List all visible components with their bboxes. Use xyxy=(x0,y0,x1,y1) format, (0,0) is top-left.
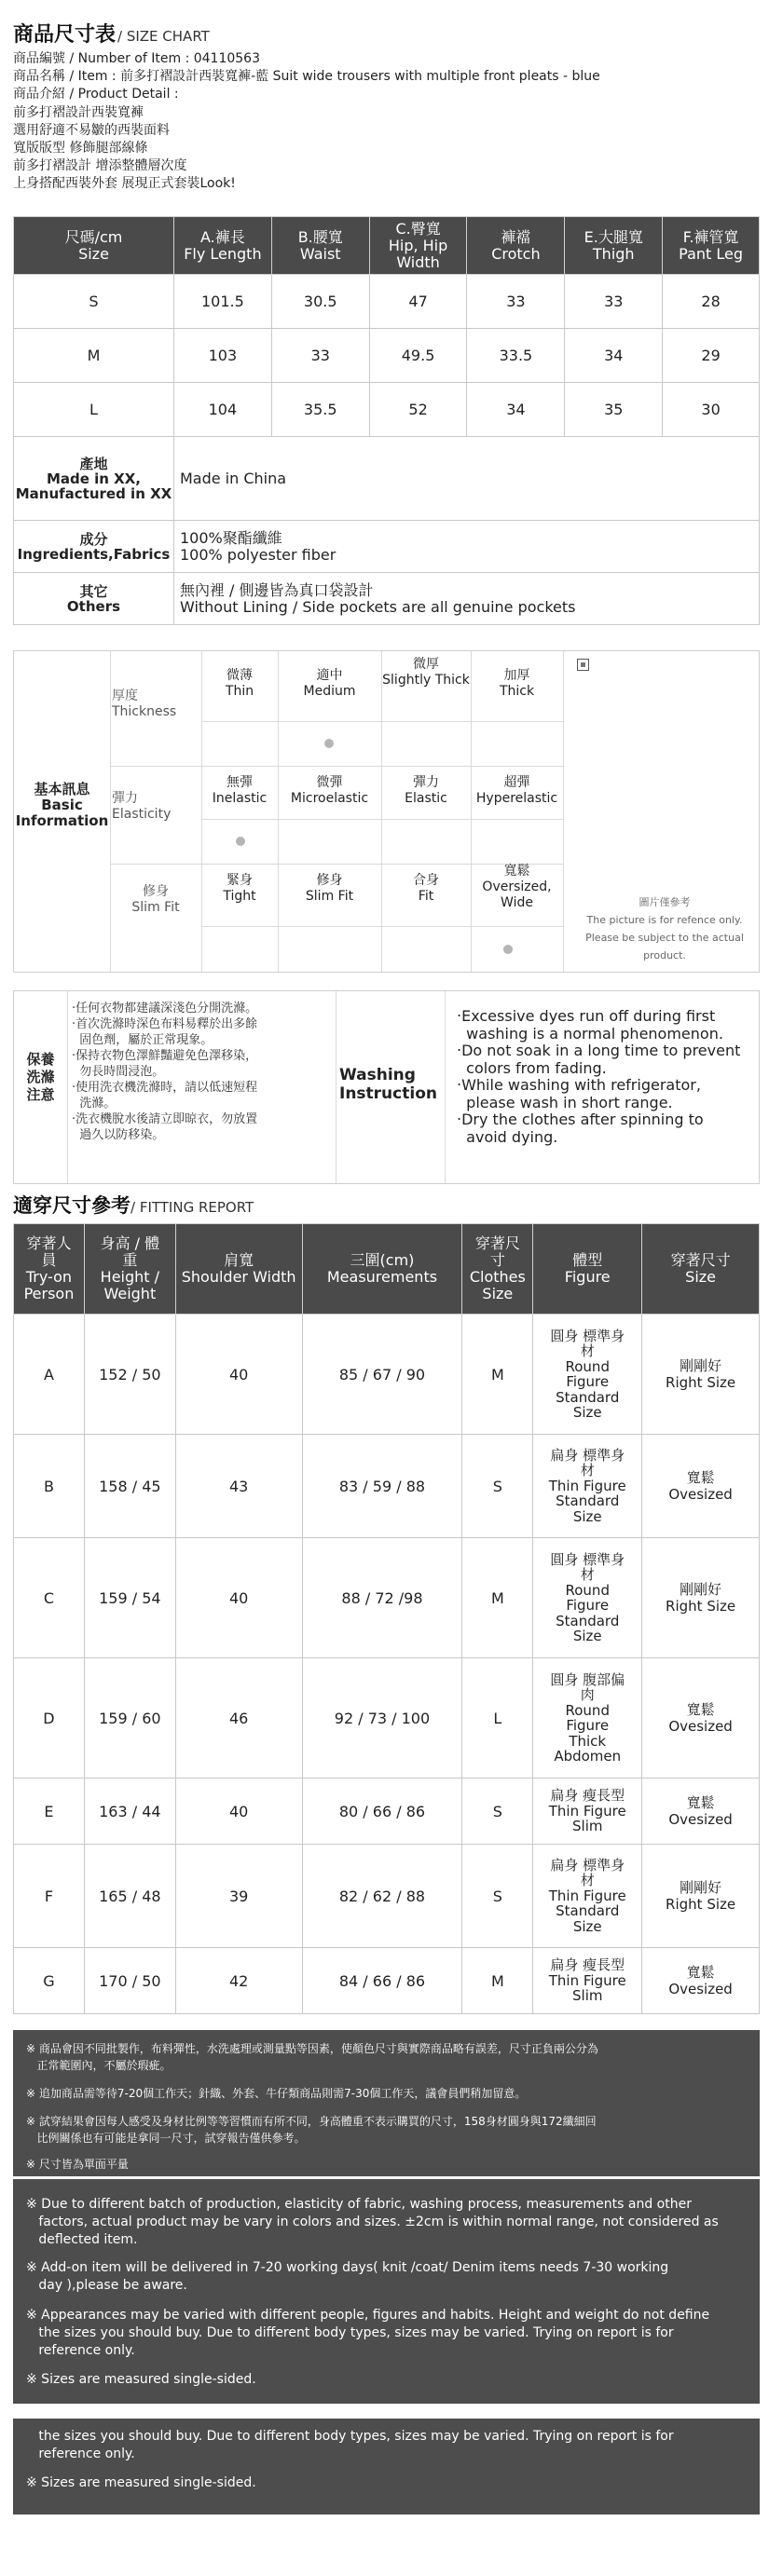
info-line: 前多打褶設計西裝寬褲 xyxy=(13,104,144,120)
clothes-size-cell: L xyxy=(462,1658,533,1779)
person-cell: F xyxy=(14,1845,85,1948)
size-cell: 35.5 xyxy=(271,383,369,437)
size-cell: 101.5 xyxy=(173,275,271,329)
header-fit: 穿著尺寸 Size xyxy=(642,1224,760,1315)
fitting-row xyxy=(14,1538,760,1658)
info-line: 商品編號 / Number of Item : 04110563 xyxy=(13,51,260,66)
fit-option: 緊身 Tight xyxy=(223,873,256,904)
note-line: ※ 商品會因不同批製作，布料彈性，水洗處理或測量點等因素，使顏色尺寸與實際商品略有誤差，尺寸正負兩公分為 xyxy=(26,2042,598,2055)
shoulder-cell: 43 xyxy=(175,1435,302,1538)
info-line: 上身搭配西裝外套 展現正式套裝Look! xyxy=(13,176,236,192)
fitting-title: 適穿尺寸參考/ FITTING REPORT xyxy=(13,1194,254,1217)
thickness-label: 厚度 Thickness xyxy=(112,688,177,719)
fit-result-cell: 剛剛好 Right Size xyxy=(642,1845,760,1948)
measurements-cell: 82 / 62 / 88 xyxy=(302,1845,462,1948)
fit-label: 修身 Slim Fit xyxy=(131,884,180,915)
page-title: 商品尺寸表 / SIZE CHART xyxy=(13,23,210,47)
measurements-cell: 83 / 59 / 88 xyxy=(302,1435,462,1538)
info-line: 寬版版型 修飾腿部線條 xyxy=(13,141,148,157)
note-line: ※ 追加商品需等待7-20個工作天；針織、外套、牛仔類商品則需7-30個工作天，議會員們稍加留意。 xyxy=(26,2087,527,2100)
header-hip: C.臀寬 Hip, Hip Width xyxy=(369,217,467,275)
fit-option: 合身 Fit xyxy=(413,873,439,904)
figure-cell: 扁身 標準身 材 Thin Figure Standard Size xyxy=(533,1435,642,1538)
size-cell: M xyxy=(14,329,174,383)
elasticity-selected-dot xyxy=(236,837,245,846)
info-line: 前多打褶設計 增添整體層次度 xyxy=(13,158,187,174)
washing-label-en: Washing Instruction xyxy=(339,1066,437,1103)
header-measurements: 三圍(cm) Measurements xyxy=(302,1224,462,1315)
header-shoulder: 肩寬 Shoulder Width xyxy=(175,1224,302,1315)
info-line: 選用舒適不易皺的西裝面料 xyxy=(13,122,170,138)
clothes-size-cell: M xyxy=(462,1948,533,2014)
fit-result-cell: 剛剛好 Right Size xyxy=(642,1315,760,1435)
header-person: 穿著人 員 Try-on Person xyxy=(14,1224,85,1315)
note-line: reference only. xyxy=(26,2343,135,2358)
size-cell: 33 xyxy=(467,275,565,329)
size-row xyxy=(14,329,760,383)
origin-value: Made in China xyxy=(173,437,759,521)
clothes-size-cell: S xyxy=(462,1435,533,1538)
size-cell: 29 xyxy=(663,329,760,383)
size-cell: 34 xyxy=(467,383,565,437)
size-header-row xyxy=(14,217,760,275)
washing-text-en: ‧Excessive dyes run off during first washing is a normal phenomenon. ‧Do not soak in a long time to prevent colors from fading. ‧While washing with refrigerator, please wash in short range. ‧Dry the clothes after spinning to avoid dying. xyxy=(457,1007,741,1146)
notes-zh-panel xyxy=(13,2030,760,2176)
note-line: 比例關係也有可能是拿同一尺寸，試穿報告僅供參考。 xyxy=(26,2132,306,2145)
size-cell: 52 xyxy=(369,383,467,437)
size-cell: 30 xyxy=(663,383,760,437)
note-line: ※ 試穿結果會因每人感受及身材比例等等習慣而有所不同，身高體重不表示購買的尺寸，158身材圓身與172纖細回 xyxy=(26,2115,597,2128)
shoulder-cell: 39 xyxy=(175,1845,302,1948)
elasticity-option: 超彈 Hyperelastic xyxy=(475,775,558,806)
figure-cell: 扁身 瘦長型 Thin Figure Slim xyxy=(533,1779,642,1845)
size-cell: 47 xyxy=(369,275,467,329)
elasticity-label: 彈力 Elasticity xyxy=(112,791,172,822)
fitting-table xyxy=(13,1223,760,2014)
note-line: the sizes you should buy. Due to different body types, sizes may be varied. Trying on report is for xyxy=(26,2325,674,2340)
note-line: ※ Add-on item will be delivered in 7-20 working days( knit /coat/ Denim items needs 7-30 working xyxy=(26,2260,669,2275)
height-weight-cell: 170 / 50 xyxy=(84,1948,175,2014)
figure-cell: 圓身 腹部偏 肉 Round Figure Thick Abdomen xyxy=(533,1658,642,1779)
fit-result-cell: 寬鬆 Ovesized xyxy=(642,1658,760,1779)
fitting-header-row xyxy=(14,1224,760,1315)
fitting-row xyxy=(14,1779,760,1845)
note-line: ※ 尺寸皆為單面平量 xyxy=(26,2158,129,2171)
measurements-cell: 92 / 73 / 100 xyxy=(302,1658,462,1779)
header-figure: 體型 Figure xyxy=(533,1224,642,1315)
fabric-row xyxy=(14,521,760,573)
product-info xyxy=(13,50,600,194)
washing-panel xyxy=(13,990,760,1184)
clothes-size-cell: M xyxy=(462,1315,533,1435)
fit-result-cell: 剛剛好 Right Size xyxy=(642,1538,760,1658)
size-cell: 30.5 xyxy=(271,275,369,329)
basic-info-label: 基本訊息 Basic Information xyxy=(15,781,109,829)
measurements-cell: 85 / 67 / 90 xyxy=(302,1315,462,1435)
header-waist: B.腰寬 Waist xyxy=(271,217,369,275)
elasticity-option: 無彈 Inelastic xyxy=(212,775,268,806)
page-title-sub: / SIZE CHART xyxy=(117,28,210,45)
clothes-size-cell: M xyxy=(462,1538,533,1658)
size-cell: 33.5 xyxy=(467,329,565,383)
fitting-row xyxy=(14,1435,760,1538)
elasticity-option: 彈力 Elastic xyxy=(405,775,447,806)
fit-option: 寬鬆 Oversized, Wide xyxy=(482,864,552,910)
thickness-selected-dot xyxy=(324,739,334,748)
fitting-row xyxy=(14,1948,760,2014)
figure-cell: 圓身 標準身 材 Round Figure Standard Size xyxy=(533,1538,642,1658)
origin-row xyxy=(14,437,760,521)
height-weight-cell: 165 / 48 xyxy=(84,1845,175,1948)
clothes-size-cell: S xyxy=(462,1779,533,1845)
info-line: 商品介紹 / Product Detail : xyxy=(13,87,179,102)
fabric-label: 成分 Ingredients,Fabrics xyxy=(14,521,174,573)
fit-result-cell: 寬鬆 Ovesized xyxy=(642,1779,760,1845)
broken-image-icon xyxy=(577,659,589,671)
measurements-cell: 88 / 72 /98 xyxy=(302,1538,462,1658)
note-line: factors, actual product may be vary in colors and sizes. ±2cm is within normal range, not considered as xyxy=(26,2215,719,2229)
measurements-cell: 84 / 66 / 86 xyxy=(302,1948,462,2014)
size-chart-table xyxy=(13,216,760,625)
shoulder-cell: 40 xyxy=(175,1779,302,1845)
size-cell: S xyxy=(14,275,174,329)
washing-text-zh: ‧任何衣物都建議深淺色分開洗滌。 ‧首次洗滌時深色布料易釋於出多餘 固色劑，屬於正常現象。 ‧保持衣物色澤鮮豔避免色澤移染， 勿長時間浸泡。 ‧使用洗衣機洗滌時，請以低速短程 洗滌。 ‧洗衣機脫水後請立即晾衣，勿放置 過久以防移染。 xyxy=(72,1002,258,1142)
header-thigh: E.大腿寬 Thigh xyxy=(565,217,663,275)
note-line: reference only. xyxy=(26,2447,135,2461)
fitting-row xyxy=(14,1845,760,1948)
elasticity-option: 微彈 Microelastic xyxy=(290,775,369,806)
fit-option: 修身 Slim Fit xyxy=(305,873,354,904)
height-weight-cell: 163 / 44 xyxy=(84,1779,175,1845)
thickness-option: 微厚 Slightly Thick xyxy=(382,657,470,688)
person-cell: C xyxy=(14,1538,85,1658)
note-line: ※ Due to different batch of production, elasticity of fabric, washing process, measurements and other xyxy=(26,2197,692,2212)
info-line: 商品名稱 / Item : 前多打褶設計西裝寬褲-藍 Suit wide trousers with multiple front pleats - blue xyxy=(13,69,600,85)
measurements-cell: 80 / 66 / 86 xyxy=(302,1779,462,1845)
size-row xyxy=(14,383,760,437)
fitting-row xyxy=(14,1315,760,1435)
note-line: 正常範圍內，不屬於瑕疵。 xyxy=(26,2059,172,2072)
thickness-option: 適中 Medium xyxy=(303,668,356,699)
fitting-row xyxy=(14,1658,760,1779)
figure-cell: 圓身 標準身 材 Round Figure Standard Size xyxy=(533,1315,642,1435)
header-size: 尺碼/cm Size xyxy=(14,217,174,275)
thickness-option: 加厚 Thick xyxy=(499,668,535,699)
size-cell: 33 xyxy=(565,275,663,329)
fitting-body xyxy=(14,1315,760,2014)
fit-result-cell: 寬鬆 Ovesized xyxy=(642,1435,760,1538)
shoulder-cell: 40 xyxy=(175,1538,302,1658)
size-row xyxy=(14,275,760,329)
shoulder-cell: 40 xyxy=(175,1315,302,1435)
basic-info-panel xyxy=(13,650,760,973)
washing-label-zh: 保養 洗滌 注意 xyxy=(26,1051,55,1103)
size-cell: 28 xyxy=(663,275,760,329)
header-fly-length: A.褲長 Fly Length xyxy=(173,217,271,275)
fabric-value: 100%聚酯纖維 100% polyester fiber xyxy=(173,521,759,573)
header-pant-leg: F.褲管寬 Pant Leg xyxy=(663,217,760,275)
note-line: ※ Sizes are measured single-sided. xyxy=(26,2475,256,2490)
size-cell: 104 xyxy=(173,383,271,437)
thickness-option: 微薄 Thin xyxy=(225,668,254,699)
size-cell: 33 xyxy=(271,329,369,383)
height-weight-cell: 159 / 60 xyxy=(84,1658,175,1779)
others-label: 其它 Others xyxy=(14,573,174,625)
person-cell: A xyxy=(14,1315,85,1435)
person-cell: G xyxy=(14,1948,85,2014)
size-cell: 49.5 xyxy=(369,329,467,383)
note-line: day ),please be aware. xyxy=(26,2278,187,2293)
height-weight-cell: 159 / 54 xyxy=(84,1538,175,1658)
picture-note: 圖片僅參考 The picture is for refence only. Please be subject to the actual product. xyxy=(585,896,744,961)
header-crotch: 褲襠 Crotch xyxy=(467,217,565,275)
others-value: 無內裡 / 側邊皆為真口袋設計 Without Lining / Side pockets are all genuine pockets xyxy=(173,573,759,625)
others-row xyxy=(14,573,760,625)
note-line: deflected item. xyxy=(26,2232,138,2247)
size-cell: 34 xyxy=(565,329,663,383)
note-line: the sizes you should buy. Due to different body types, sizes may be varied. Trying on report is for xyxy=(26,2429,674,2444)
size-cell: L xyxy=(14,383,174,437)
height-weight-cell: 152 / 50 xyxy=(84,1315,175,1435)
size-cell: 103 xyxy=(173,329,271,383)
fit-result-cell: 寬鬆 Ovesized xyxy=(642,1948,760,2014)
header-height-weight: 身高 / 體 重 Height / Weight xyxy=(84,1224,175,1315)
notes-en-panel xyxy=(13,2179,760,2404)
person-cell: E xyxy=(14,1779,85,1845)
header-clothes-size: 穿著尺 寸 Clothes Size xyxy=(462,1224,533,1315)
clothes-size-cell: S xyxy=(462,1845,533,1948)
height-weight-cell: 158 / 45 xyxy=(84,1435,175,1538)
origin-label: 產地 Made in XX, Manufactured in XX xyxy=(14,437,174,521)
person-cell: D xyxy=(14,1658,85,1779)
person-cell: B xyxy=(14,1435,85,1538)
shoulder-cell: 46 xyxy=(175,1658,302,1779)
figure-cell: 扁身 瘦長型 Thin Figure Slim xyxy=(533,1948,642,2014)
note-line: ※ Sizes are measured single-sided. xyxy=(26,2372,256,2387)
shoulder-cell: 42 xyxy=(175,1948,302,2014)
figure-cell: 扁身 標準身 材 Thin Figure Standard Size xyxy=(533,1845,642,1948)
size-cell: 35 xyxy=(565,383,663,437)
note-line: ※ Appearances may be varied with different people, figures and habits. Height and weight do not define xyxy=(26,2308,710,2323)
fit-selected-dot xyxy=(503,945,513,954)
notes-dup-panel xyxy=(13,2419,760,2515)
